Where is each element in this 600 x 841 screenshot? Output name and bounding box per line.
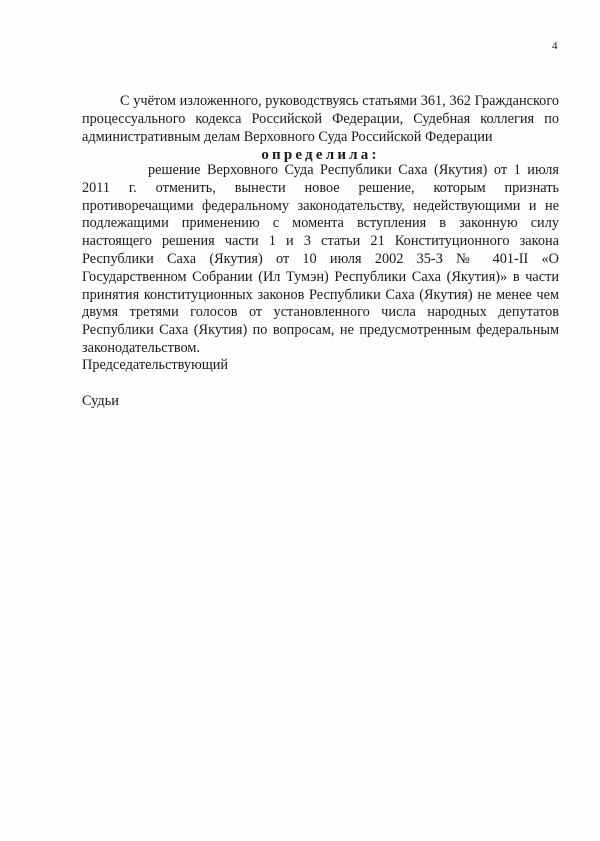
verdict-heading: определила: xyxy=(261,147,380,163)
judges-signature-label: Судьи xyxy=(82,393,119,409)
intro-paragraph: С учётом изложенного, руководствуясь статьями 361, 362 Гражданского процессуального кодекса Российской Федерации, Судебная коллегия по административным делам Верховного Суда Российской Федерации xyxy=(82,93,559,145)
page-number: 4 xyxy=(552,40,558,52)
decision-paragraph: решение Верховного Суда Республики Саха (Якутия) от 1 июля 2011 г. отменить, вынести новое решение, которым признать противоречащими федеральному законодательству, недействующими и не подлежащими применению с момента вступления в законную силу настоящего решения части 1 и 3 статьи 21 Конституционного закона Республики Саха (Якутия) от 10 июля 2002 35-З № 401-II «О Государственном Собрании (Ил Тумэн) Республики Саха (Якутия)» в части принятия конституционных законов Республики Саха (Якутия) не менее чем двумя третями голосов от установленного числа народных депутатов Республики Саха (Якутия) по вопросам, не предусмотренным федеральным законодательством. xyxy=(82,162,559,356)
presiding-signature-label: Председательствующий xyxy=(82,357,229,373)
